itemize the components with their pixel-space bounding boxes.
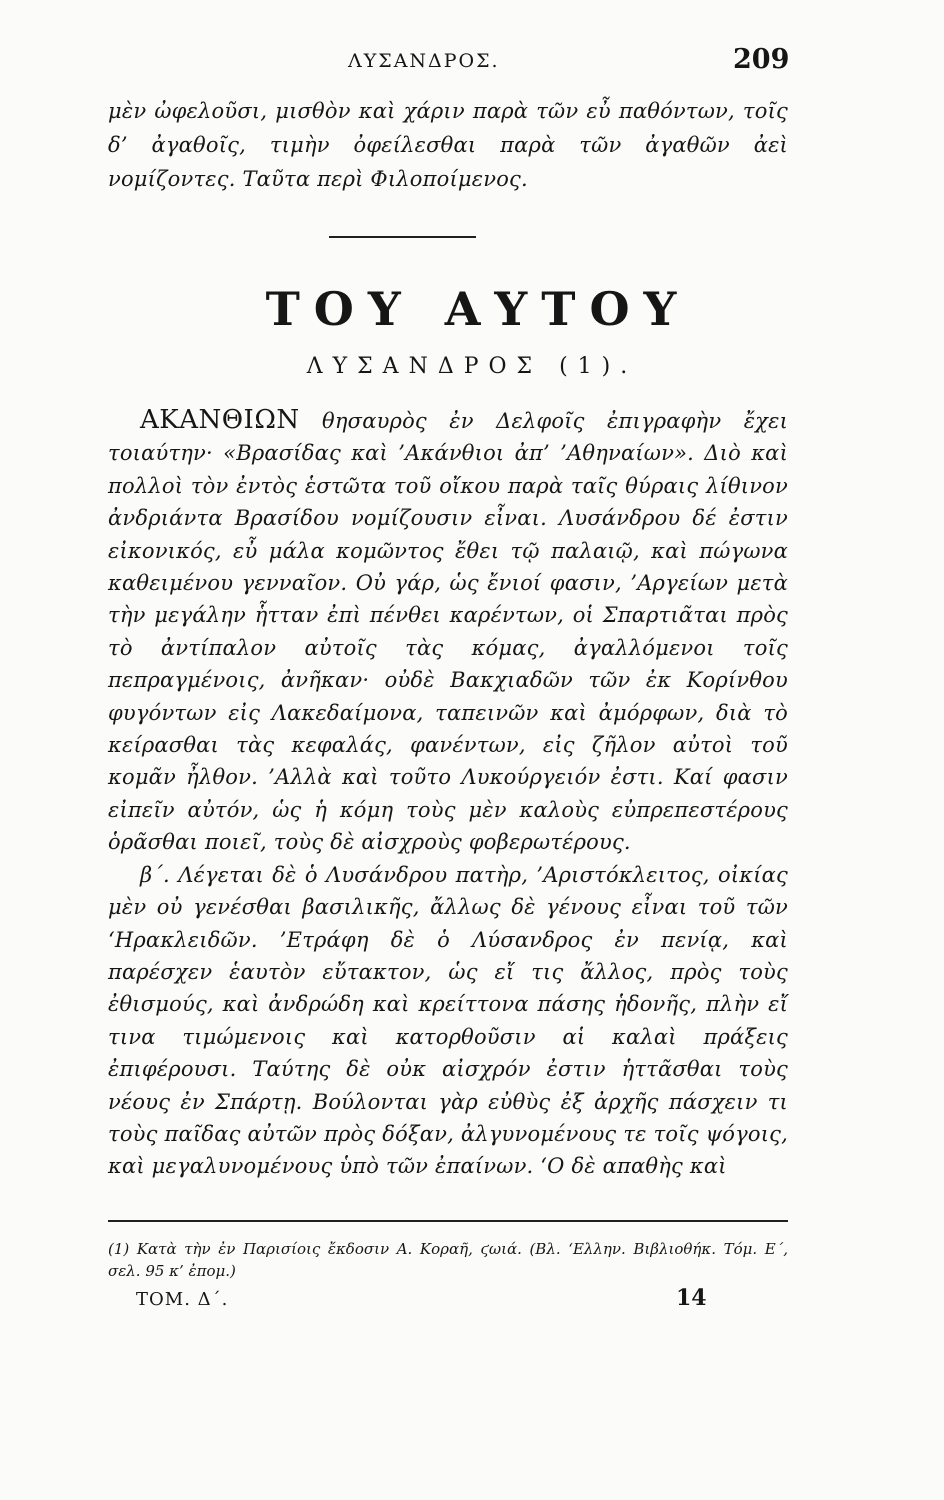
footnote-divider: [108, 1220, 788, 1222]
paragraph-1-lead-word: ΑΚΑΝΘΙΩΝ: [140, 405, 300, 435]
page-footer: [108, 1283, 788, 1315]
intro-block: [108, 94, 788, 196]
footer-signature-mark: 14: [676, 1285, 707, 1311]
footer-volume: ΤΟΜ. Δ΄.: [136, 1289, 229, 1310]
main-text-block: [108, 404, 788, 1183]
section-title: ΤΟΥ ΑΥΤΟΥ: [265, 282, 691, 336]
paragraph-1-text: θησαυρὸς ἐν Δελφοῖς ἐπιγραφὴν ἔχει τοιαύτην· «Βρασίδας καὶ ’Ακάνθιοι ἀπ’ ’Αθηναίων». Διὸ καὶ πολλοὶ τὸν ἐντὸς ἑστῶτα τοῦ οἴκου παρὰ ταῖς θύραις λίθινον ἀνδριάντα Βρασίδου νομίζουσιν εἶναι. Λυσάνδρου δέ ἐστιν εἰκονικός, εὖ μάλα κομῶντος ἔθει τῷ παλαιῷ, καὶ πώγωνα καθειμένου γενναῖον. Οὐ γάρ, ὡς ἔνιοί φασιν, ’Αργείων μετὰ τὴν μεγάλην ἧτταν ἐπὶ πένθει καρέντων, οἱ Σπαρτιᾶται πρὸς τὸ ἀντίπαλον αὐτοῖς τὰς κόμας, ἀγαλλόμενοι τοῖς πεπραγμένοις, ἀνῆκαν· οὐδὲ Βακχιαδῶν τῶν ἐκ Κορίνθου φυγόντων εἰς Λακεδαίμονα, ταπεινῶν καὶ ἀμόρφων, διὰ τὸ κείρασθαι τὰς κεφαλάς, φανέντων, εἰς ζῆλον αὐτοὶ τοῦ κομᾶν ἦλθον. ’Αλλὰ καὶ τοῦτο Λυκούργειόν ἐστι. Καί φασιν εἰπεῖν αὐτόν, ὡς ἡ κόμη τοὺς μὲν καλοὺς εὐπρεπεστέρους ὁρᾶσθαι ποιεῖ, τοὺς δὲ αἰσχροὺς φοβερωτέρους.: [108, 409, 788, 855]
footnote: (1) Κατὰ τὴν ἐν Παρισίοις ἔκδοσιν Α. Κοραῆ, ϛωιά. (Βλ. ‘Ελλην. Βιβλιοθήκ. Τόμ. Ε΄, σελ. 95 κ’ ἐπομ.): [108, 1240, 788, 1280]
section-subtitle: ΛΥΣΑΝΔΡΟΣ (1).: [306, 354, 638, 379]
intro-paragraph: μὲν ὠφελοῦσι, μισθὸν καὶ χάριν παρὰ τῶν εὖ παθόντων, τοῖς δ’ ἀγαθοῖς, τιμὴν ὀφείλεσθαι παρὰ τῶν ἀγαθῶν ἀεὶ νομίζοντες. Ταῦτα περὶ Φιλοποίμενος.: [108, 99, 788, 191]
paragraph-2: β΄. Λέγεται δὲ ὁ Λυσάνδρου πατὴρ, ’Αριστόκλειτος, οἰκίας μὲν οὐ γενέσθαι βασιλικῆς, ἄλλως δὲ γένους εἶναι τοῦ τῶν ‘Ηρακλειδῶν. ’Ετράφη δὲ ὁ Λύσανδρος ἐν πενίᾳ, καὶ παρέσχεν ἑαυτὸν εὔτακτον, ὡς εἴ τις ἄλλος, πρὸς τοὺς ἐθισμούς, καὶ ἀνδρώδη καὶ κρείττονα πάσης ἡδονῆς, πλὴν εἴ τινα τιμώμενοις καὶ κατορθοῦσιν αἱ καλαὶ πράξεις ἐπιφέρουσι. Ταύτης δὲ οὐκ αἰσχρόν ἐστιν ἡττᾶσθαι τοὺς νέους ἐν Σπάρτῃ. Βούλονται γὰρ εὐθὺς ἐξ ἀρχῆς πάσχειν τι τοὺς παῖδας αὐτῶν πρὸς δόξαν, ἀλγυνομένους τε τοῖς ψόγοις, καὶ μεγαλυνομένους ὑπὸ τῶν ἐπαίνων. ‘Ο δὲ απαθὴς καὶ: [108, 862, 788, 1179]
paragraph-1: [108, 404, 788, 859]
section-divider-short: [329, 236, 476, 238]
running-head: [0, 40, 944, 80]
page-number: 209: [733, 44, 790, 75]
running-title: ΛΥΣΑΝΔΡΟΣ.: [348, 50, 500, 72]
